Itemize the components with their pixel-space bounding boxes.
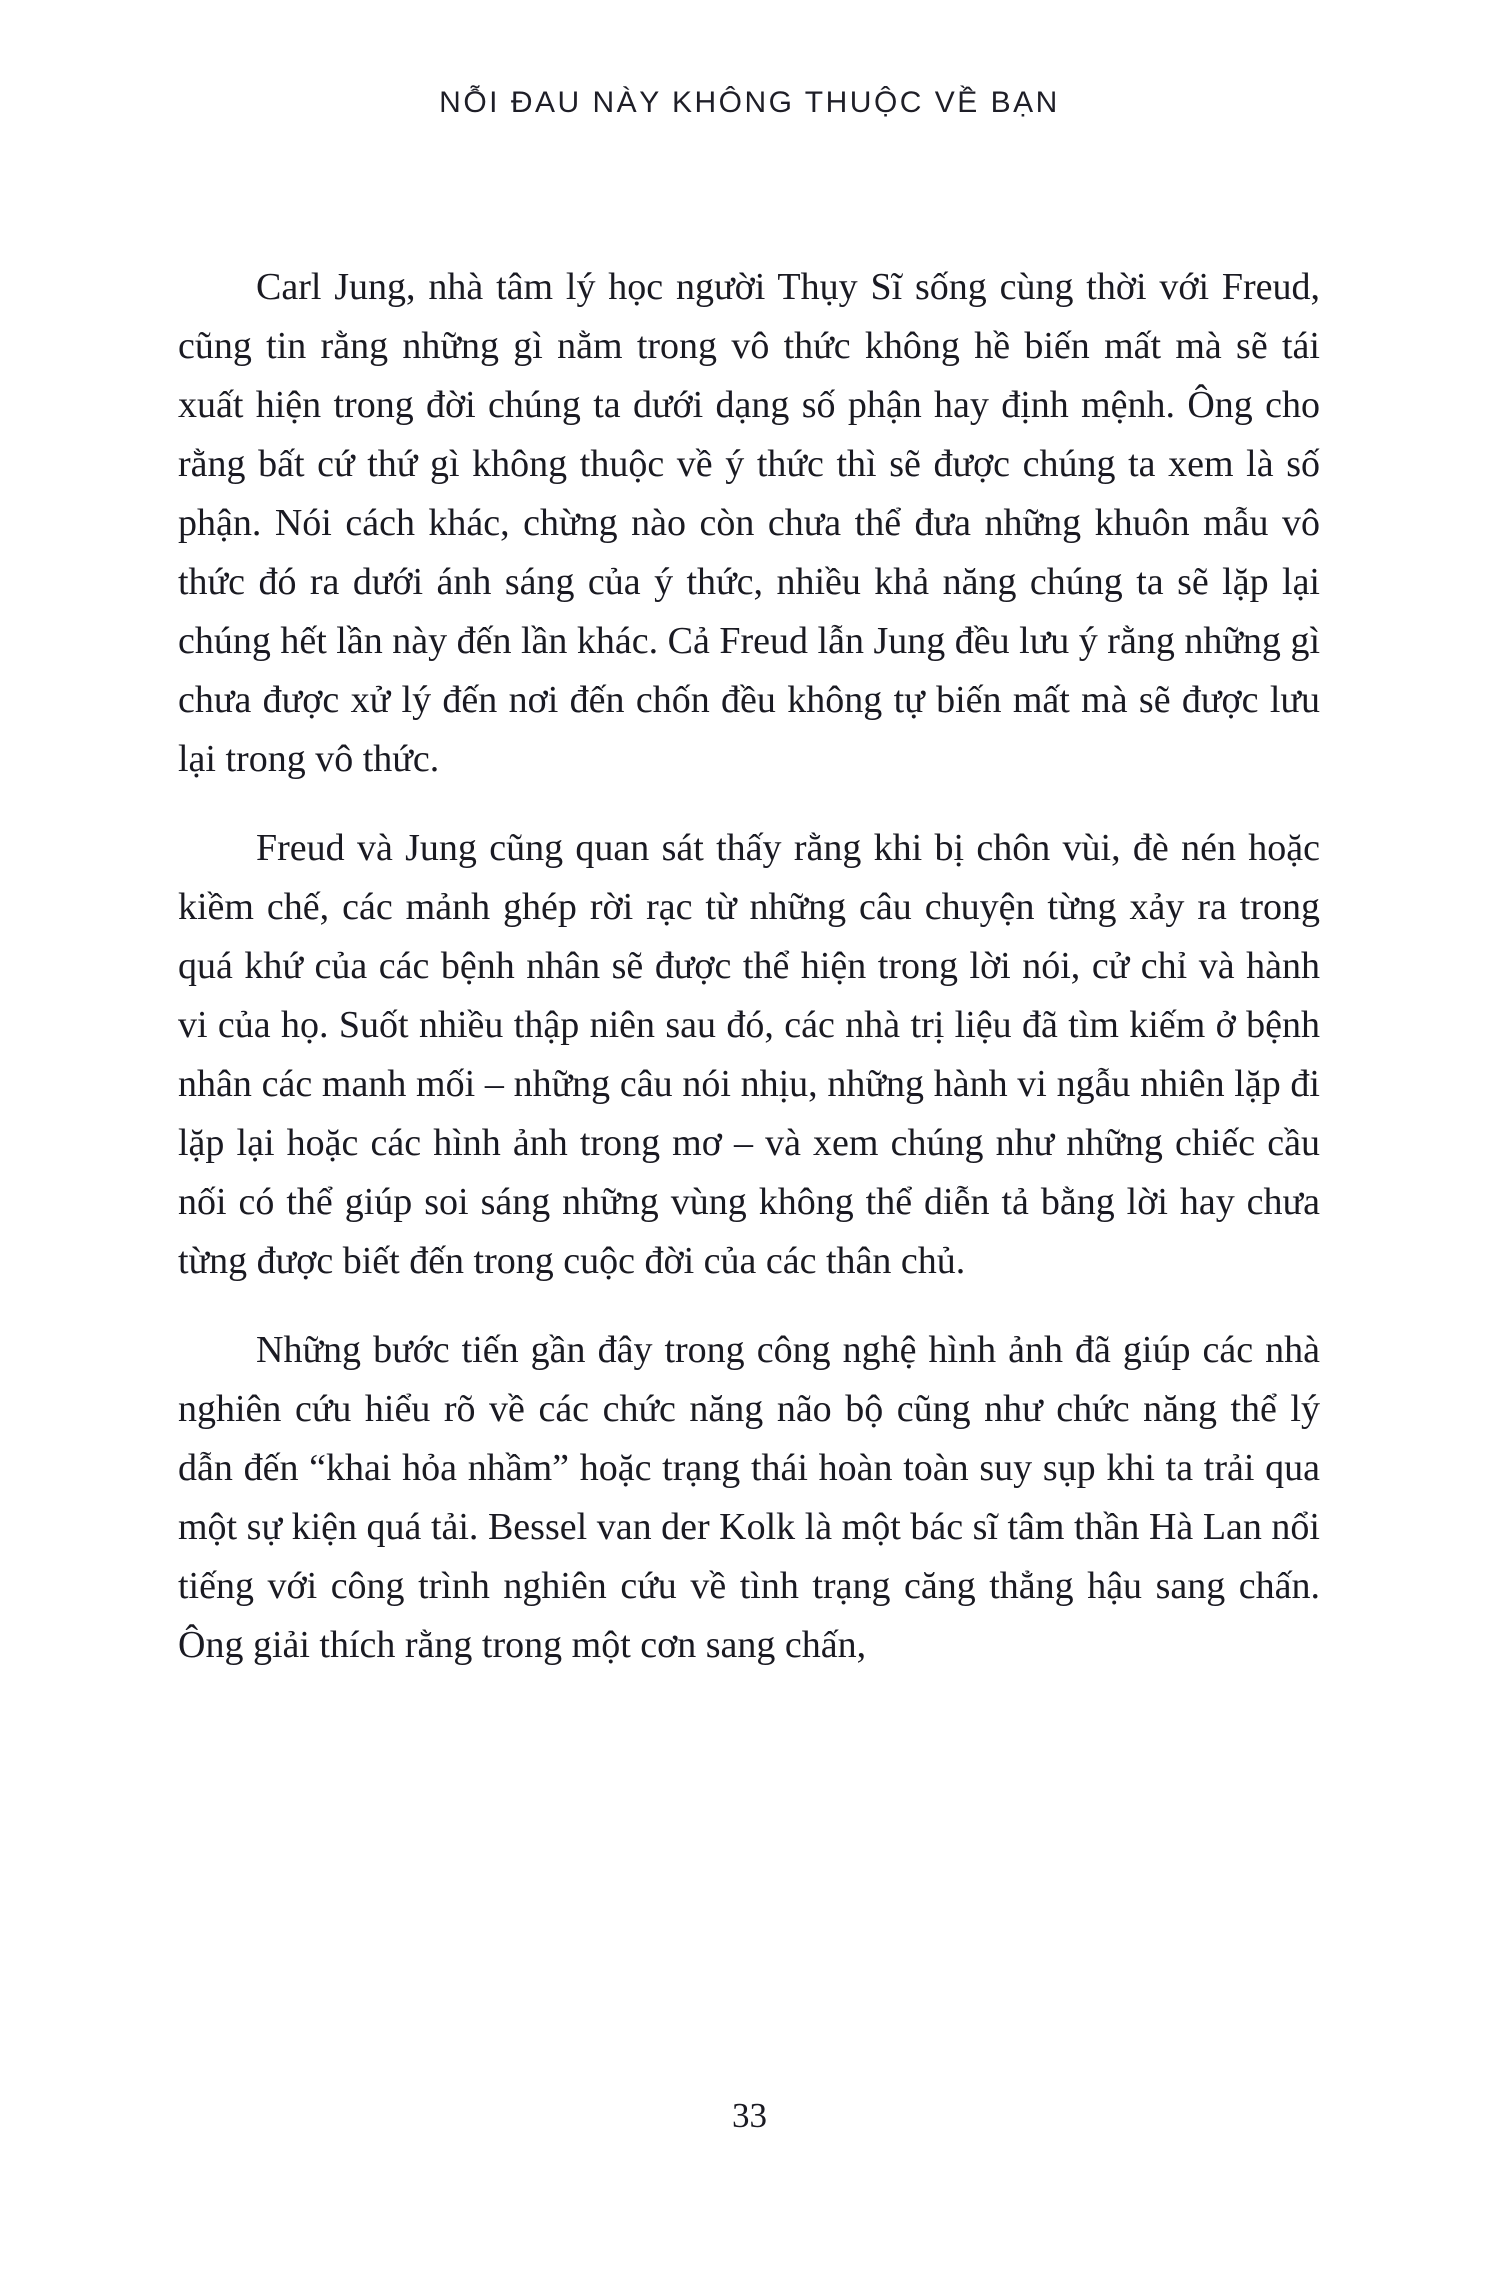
page-number: 33 (732, 2096, 767, 2135)
paragraph-1: Carl Jung, nhà tâm lý học người Thụy Sĩ sống cùng thời với Freud, cũng tin rằng những gì nằm trong vô thức không hề biến mất mà sẽ tái xuất hiện trong đời chúng ta dưới dạng số phận hay định mệnh. Ông cho rằng bất cứ thứ gì không thuộc về ý thức thì sẽ được chúng ta xem là số phận. Nói cách khác, chừng nào còn chưa thể đưa những khuôn mẫu vô thức đó ra dưới ánh sáng của ý thức, nhiều khả năng chúng ta sẽ lặp lại chúng hết lần này đến lần khác. Cả Freud lẫn Jung đều lưu ý rằng những gì chưa được xử lý đến nơi đến chốn đều không tự biến mất mà sẽ được lưu lại trong vô thức. (178, 266, 1320, 780)
running-header: NỖI ĐAU NÀY KHÔNG THUỘC VỀ BẠN (439, 86, 1060, 119)
paragraph-2: Freud và Jung cũng quan sát thấy rằng khi bị chôn vùi, đè nén hoặc kiềm chế, các mảnh ghép rời rạc từ những câu chuyện từng xảy ra trong quá khứ của các bệnh nhân sẽ được thể hiện trong lời nói, cử chỉ và hành vi của họ. Suốt nhiều thập niên sau đó, các nhà trị liệu đã tìm kiếm ở bệnh nhân các manh mối – những câu nói nhịu, những hành vi ngẫu nhiên lặp đi lặp lại hoặc các hình ảnh trong mơ – và xem chúng như những chiếc cầu nối có thể giúp soi sáng những vùng không thể diễn tả bằng lời hay chưa từng được biết đến trong cuộc đời của các thân chủ. (178, 827, 1320, 1282)
page-body-text (178, 258, 1320, 1705)
paragraph-3: Những bước tiến gần đây trong công nghệ hình ảnh đã giúp các nhà nghiên cứu hiểu rõ về các chức năng não bộ cũng như chức năng thể lý dẫn đến “khai hỏa nhầm” hoặc trạng thái hoàn toàn suy sụp khi ta trải qua một sự kiện quá tải. Bessel van der Kolk là một bác sĩ tâm thần Hà Lan nổi tiếng với công trình nghiên cứu về tình trạng căng thẳng hậu sang chấn. Ông giải thích rằng trong một cơn sang chấn, (178, 1329, 1320, 1666)
